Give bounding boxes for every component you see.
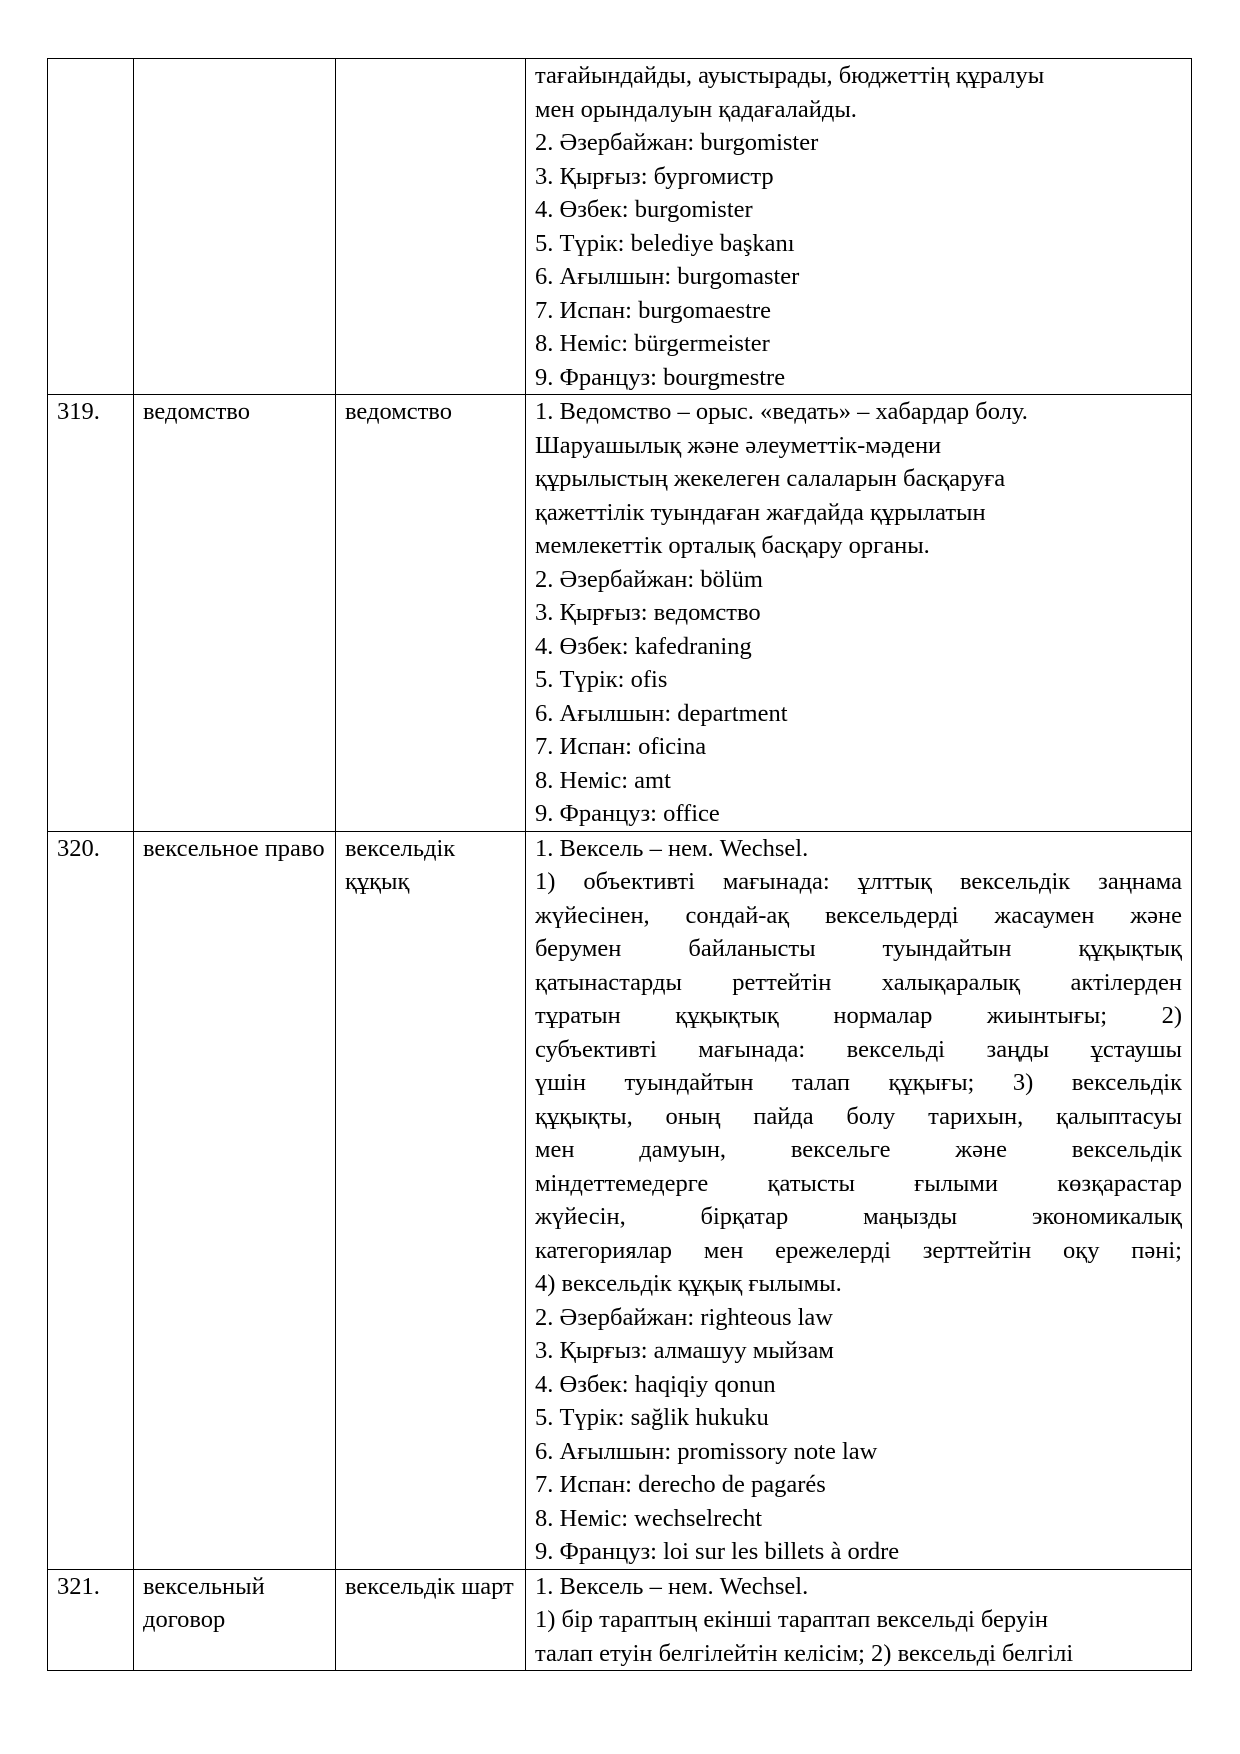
definition-line: құрылыстың жекелеген салаларын басқаруға [535,465,1006,492]
term-russian [134,831,336,1569]
translation-line: 4. Өзбек: burgomister [535,196,753,223]
definition-line: тағайындайды, ауыстырады, бюджеттің құралуы [535,62,1045,89]
translation-line: 8. Неміс: bürgermeister [535,330,770,357]
definition-line: жүйесін, бірқатар маңызды экономикалық [535,1203,1182,1230]
term-kazakh [336,1569,526,1671]
entry-number [48,59,134,395]
definition-line: мемлекеттік орталық басқару органы. [535,532,930,559]
definition-line: қатынастарды реттейтін халықаралық актілерден [535,968,1182,996]
table-row [48,1569,1192,1671]
translation-line: 8. Неміс: wechselrecht [535,1504,763,1532]
translation-line: 7. Испан: derecho de pagarés [535,1471,826,1498]
definition-line: Шаруашылық және әлеуметтік-мәдени [535,431,942,459]
translation-line: 7. Испан: oficina [535,733,707,760]
term-russian [134,1569,336,1671]
translation-line: 4. Өзбек: haqiqiy qonun [535,1370,776,1398]
definition-line: 1. Вексель – нем. Wechsel. [535,834,809,862]
translation-line: 5. Түрік: ofis [535,666,668,693]
table-row [48,59,1192,395]
definition-line: 1. Вексель – нем. Wechsel. [535,1572,809,1600]
translation-line: 9. Француз: loi sur les billets à ordre [535,1538,900,1565]
definition-line: тұратын құқықтық нормалар жиынтығы; 2) [535,1002,1182,1029]
term-kazakh-text: вексельдік құқық [345,834,456,895]
translation-line: 9. Француз: office [535,800,720,827]
term-russian-text: вексельный договор [143,1572,265,1633]
term-russian: ведомство [134,395,336,832]
translation-line: 6. Ағылшын: burgomaster [535,263,800,290]
definition-line: 1. Ведомство – орыс. «ведать» – хабардар болу. [535,398,1028,425]
term-russian-text: вексельное право [143,834,325,862]
term-kazakh [336,831,526,1569]
definition-line: мен дамуын, вексельге және вексельдік [535,1136,1182,1163]
definition-line: 1) объективті мағынада: ұлттық вексельдік заңнама [535,868,1182,895]
translation-line: 7. Испан: burgomaestre [535,296,771,324]
translation-line: 2. Әзербайжан: bölüm [535,565,763,593]
document-page [47,58,1191,1671]
table-row [48,831,1192,1569]
definition-line: үшін туындайтын талап құқығы; 3) вексельдік [535,1069,1182,1096]
translation-line: 3. Қырғыз: алмашуу мыйзам [535,1337,834,1364]
definition-cell [526,1569,1192,1671]
translation-line: 2. Әзербайжан: righteous law [535,1303,833,1331]
translation-line: 9. Француз: bourgmestre [535,363,786,391]
translation-line: 2. Әзербайжан: burgomister [535,129,819,156]
definition-line: берумен байланысты туындайтын құқықтық [535,935,1182,962]
entry-number: 321. [48,1569,134,1671]
glossary-table [47,58,1192,1671]
translation-line: 8. Неміс: amt [535,766,671,794]
definition-line: категориялар мен ережелерді зерттейтін оқу пәні; [535,1236,1182,1264]
definition-line: құқықты, оның пайда болу тарихын, қалыптасуы [535,1102,1182,1130]
term-russian [134,59,336,395]
definition-line: міндеттемедерге қатысты ғылыми көзқарастар [535,1169,1182,1197]
definition-cell [526,59,1192,395]
translation-line: 3. Қырғыз: бургомистр [535,162,774,190]
entry-number: 320. [48,831,134,1569]
table-row [48,395,1192,832]
definition-line: 4) вексельдік құқық ғылымы. [535,1270,842,1297]
translation-line: 4. Өзбек: kafedraning [535,632,752,660]
definition-line: қажеттілік туындаған жағдайда құрылатын [535,498,986,526]
definition-cell [526,831,1192,1569]
translation-line: 5. Түрік: sağlik hukuku [535,1404,769,1431]
translation-line: 3. Қырғыз: ведомство [535,599,761,626]
definition-line: талап етуін белгілейтін келісім; 2) вексельді белгілі [535,1639,1074,1667]
translation-line: 5. Түрік: belediye başkanı [535,229,795,257]
definition-line: мен орындалуын қадағалайды. [535,95,857,123]
definition-line: жүйесінен, сондай-ақ вексельдерді жасаумен және [535,901,1182,929]
translation-line: 6. Ағылшын: department [535,699,788,727]
definition-line: субъективті мағынада: вексельді заңды ұстаушы [535,1035,1182,1063]
definition-cell [526,395,1192,832]
term-kazakh-text: вексельдік шарт [345,1572,514,1600]
term-kazakh: ведомство [336,395,526,832]
definition-line: 1) бір тараптың екінші тараптап вексельді беруін [535,1606,1049,1633]
entry-number: 319. [48,395,134,832]
term-kazakh [336,59,526,395]
translation-line: 6. Ағылшын: promissory note law [535,1437,878,1465]
